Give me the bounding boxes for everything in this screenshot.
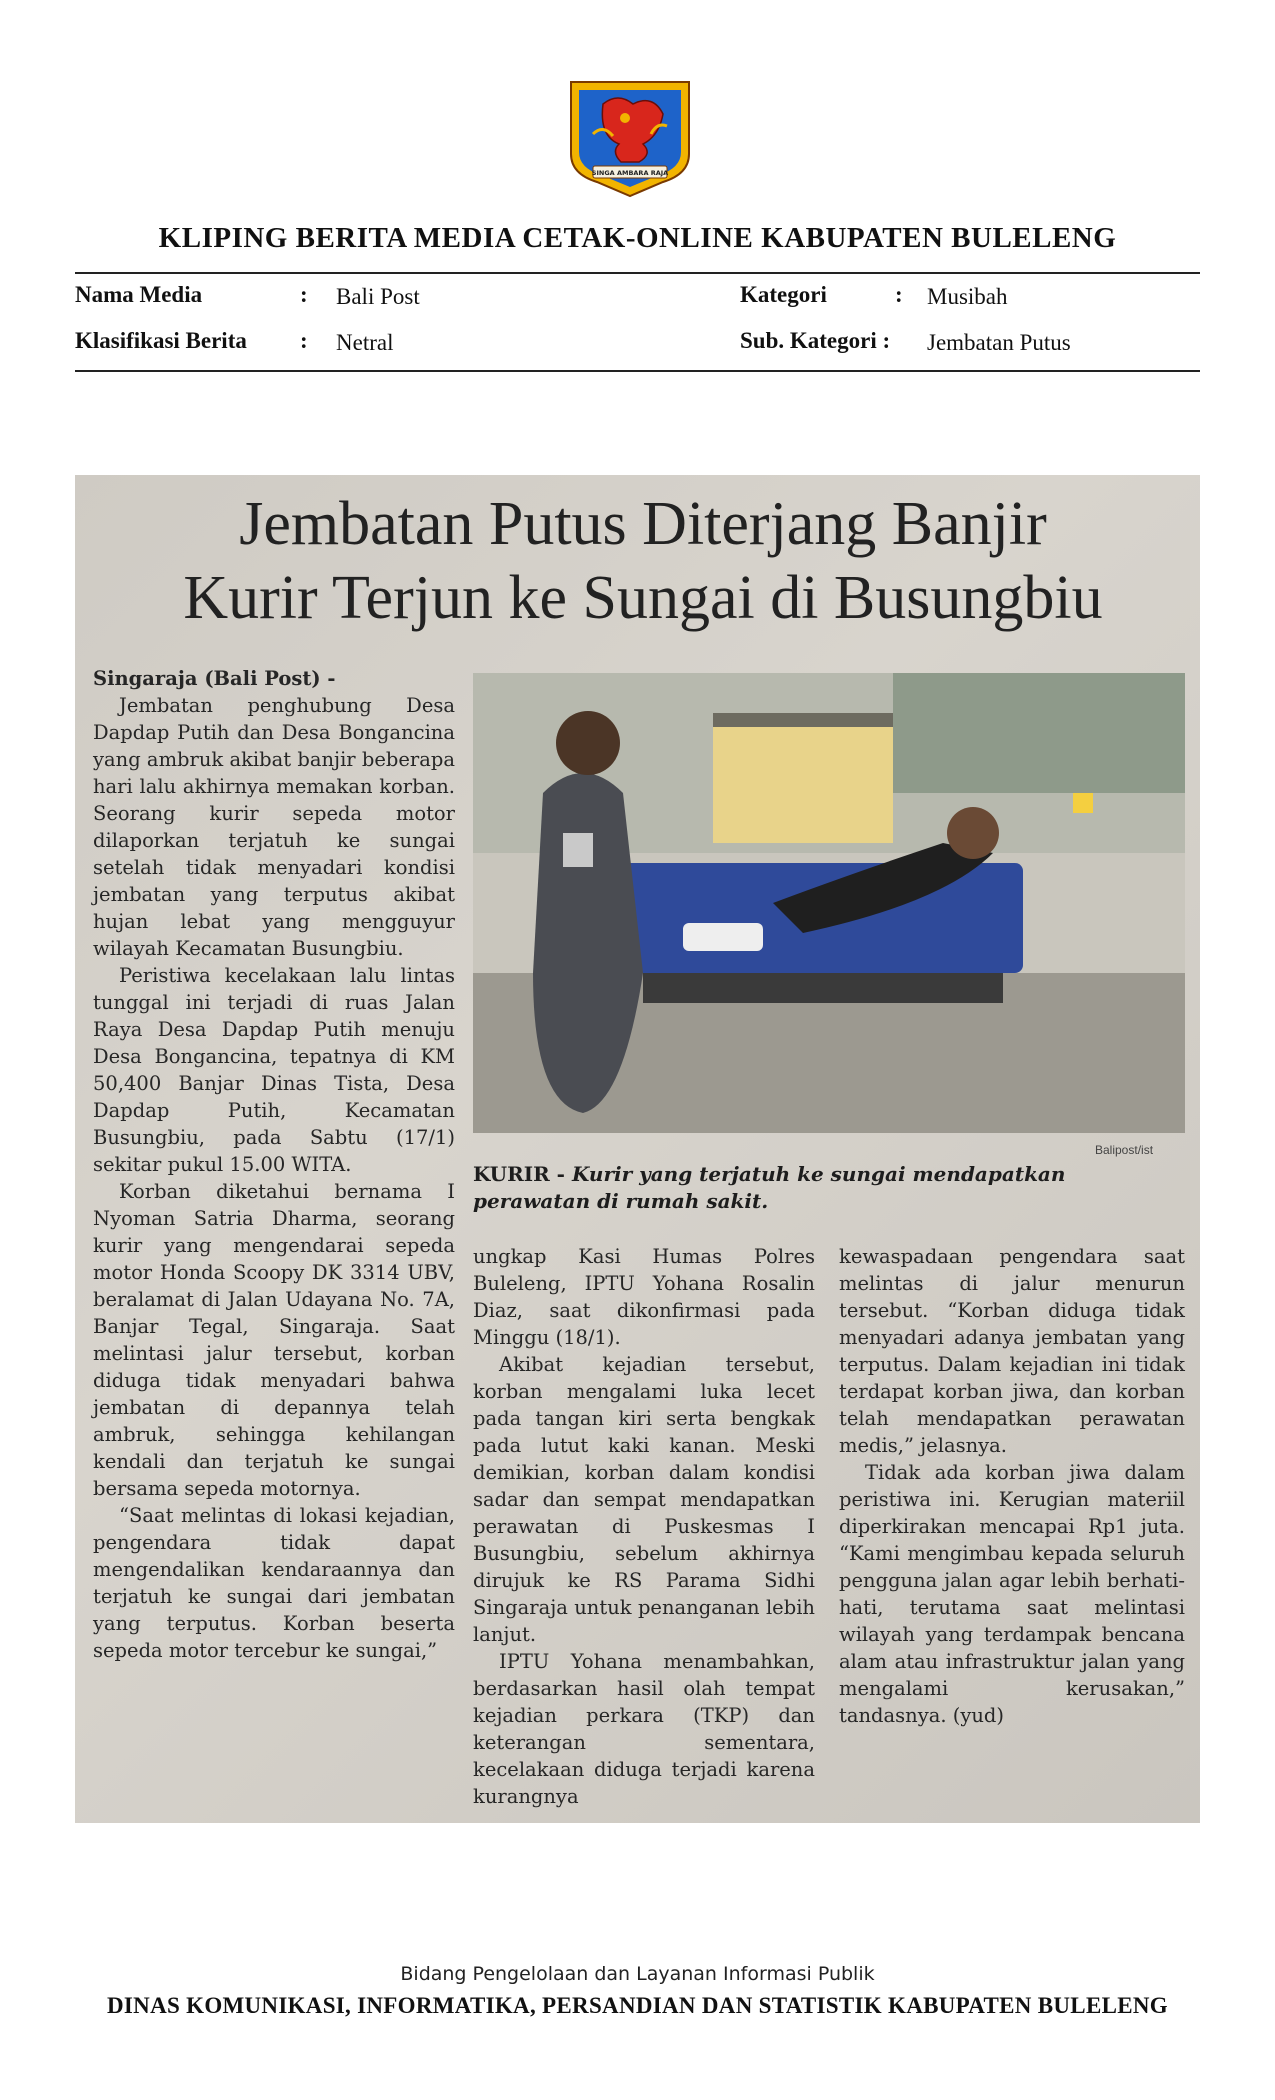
- paragraph: Peristiwa kecelakaan lalu lintas tunggal ini terjadi di ruas Jalan Raya Desa Dapdap Putih menuju Desa Bongancina, tepatnya di KM 50,400 Banjar Dinas Tista, Desa Dapdap Putih, Kecamatan Busungbiu, pada Sabtu (17/1) sekitar pukul 15.00 WITA.: [93, 964, 455, 1176]
- klasifikasi-value: Netral: [336, 330, 394, 355]
- kabupaten-buleleng-logo: [563, 74, 697, 200]
- caption-text: Kurir yang terjatuh ke sungai mendapatkan perawatan di rumah sakit.: [473, 1162, 1066, 1213]
- photo-credit: Balipost/ist: [1095, 1143, 1154, 1157]
- top-divider: [75, 272, 1200, 274]
- klasifikasi-colon: :: [300, 328, 308, 353]
- kategori-colon: :: [895, 282, 903, 307]
- meta-divider: [75, 370, 1200, 372]
- klasifikasi-label: Klasifikasi Berita: [75, 328, 247, 353]
- footer-agency: DINAS KOMUNIKASI, INFORMATIKA, PERSANDIAN DAN STATISTIK KABUPATEN BULELENG: [107, 1993, 1168, 2018]
- article-column-1: [93, 665, 455, 1664]
- headline-line-2: Kurir Terjun ke Sungai di Busungbiu: [183, 564, 1103, 632]
- kategori-value: Musibah: [927, 284, 1008, 309]
- media-value: Bali Post: [336, 284, 420, 309]
- media-label: Nama Media: [75, 282, 203, 307]
- paragraph: ungkap Kasi Humas Polres Buleleng, IPTU Yohana Rosalin Diaz, saat dikonfirmasi pada Minggu (18/1).: [473, 1245, 815, 1349]
- news-photo: [473, 673, 1185, 1133]
- footer-division: Bidang Pengelolaan dan Layanan Informasi Publik: [400, 1963, 875, 1985]
- kategori-label: Kategori: [740, 282, 827, 307]
- document-title: KLIPING BERITA MEDIA CETAK-ONLINE KABUPATEN BULELENG: [158, 222, 1117, 254]
- media-colon: :: [300, 282, 308, 307]
- photo-caption: [473, 1161, 1185, 1215]
- headline-line-1: Jembatan Putus Diterjang Banjir: [239, 490, 1047, 558]
- article-column-3: [839, 1243, 1185, 1729]
- paragraph: Tidak ada korban jiwa dalam peristiwa ini. Kerugian materiil diperkirakan mencapai Rp1 juta. “Kami mengimbau kepada seluruh pengguna jalan agar lebih berhati-hati, terutama saat melintasi wilayah yang terdampak bencana alam atau infrastruktur jalan yang mengalami kerusakan,” tandasnya. (yud): [839, 1461, 1185, 1727]
- subkategori-value: Jembatan Putus: [927, 330, 1071, 355]
- newspaper-clipping: [75, 475, 1200, 1823]
- paragraph: IPTU Yohana menambahkan, berdasarkan hasil olah tempat kejadian perkara (TKP) dan keterangan sementara, kecelakaan diduga terjadi karena kurangnya: [473, 1650, 815, 1808]
- paragraph: Akibat kejadian tersebut, korban mengalami luka lecet pada tangan kiri serta bengkak pada lutut kaki kanan. Meski demikian, korban dalam kondisi sadar dan sempat mendapatkan perawatan di Puskesmas I Busungbiu, sebelum akhirnya dirujuk ke RS Parama Sidhi Singaraja untuk penanganan lebih lanjut.: [473, 1353, 815, 1646]
- caption-lead: KURIR -: [473, 1162, 565, 1186]
- paragraph: “Saat melintas di lokasi kejadian, pengendara tidak dapat mengendalikan kendaraannya dan terjatuh ke sungai dari jembatan yang terputus. Korban beserta sepeda motor tercebur ke sungai,”: [93, 1504, 455, 1662]
- logo-motto: SINGA AMBARA RAJA: [591, 169, 669, 177]
- window-curtain: [713, 713, 893, 843]
- clipping-metadata: [75, 282, 1200, 362]
- article-column-2: [473, 1243, 815, 1810]
- dateline: Singaraja (Bali Post) -: [93, 667, 336, 690]
- paragraph: Jembatan penghubung Desa Dapdap Putih dan Desa Bongancina yang ambruk akibat banjir beberapa hari lalu akhirnya memakan korban. Seorang kurir sepeda motor dilaporkan terjatuh ke sungai setelah tidak menyadari kondisi jembatan yang terputus akibat hujan lebat yang mengguyur wilayah Kecamatan Busungbiu.: [93, 694, 455, 960]
- paragraph: kewaspadaan pengendara saat melintas di jalur menurun tersebut. “Korban diduga tidak menyadari adanya jembatan yang terputus. Dalam kejadian ini tidak terdapat korban jiwa, dan korban telah mendapatkan perawatan medis,” jelasnya.: [839, 1245, 1185, 1457]
- bandage: [683, 923, 763, 951]
- subkategori-label: Sub. Kategori :: [740, 328, 891, 353]
- paragraph: Korban diketahui bernama I Nyoman Satria Dharma, seorang kurir yang mengendarai sepeda motor Honda Scoopy DK 3314 UBV, beralamat di Jalan Udayana No. 7A, Banjar Tegal, Singaraja. Saat melintasi jalur tersebut, korban diduga tidak menyadari bahwa jembatan di depannya telah ambruk, sehingga kehilangan kendali dan terjatuh ke sungai bersama sepeda motornya.: [93, 1180, 455, 1500]
